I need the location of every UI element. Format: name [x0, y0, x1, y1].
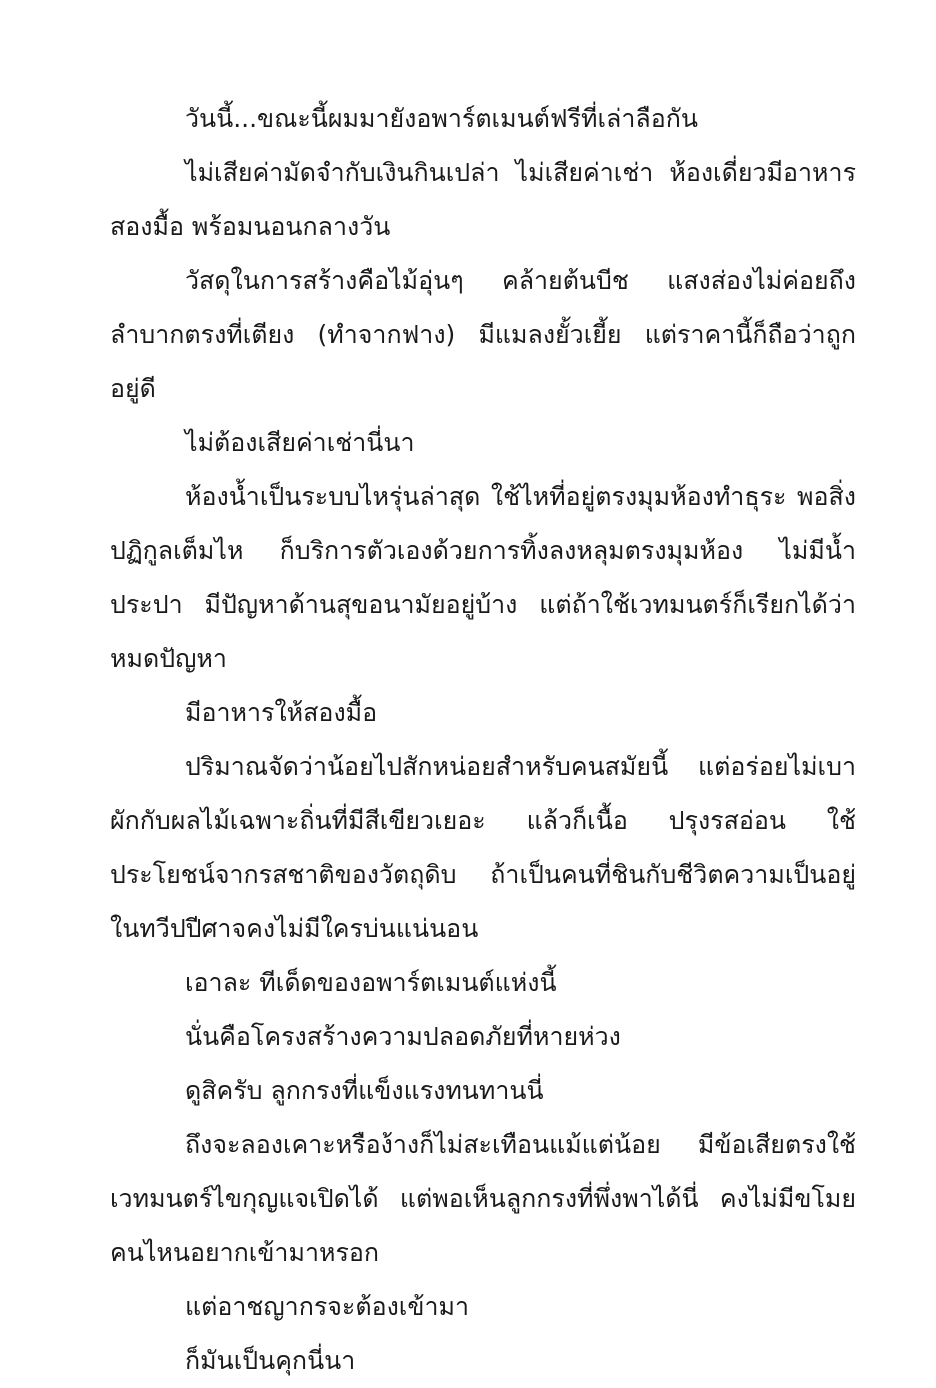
paragraph: ไม่ต้องเสียค่าเช่านี่นา — [185, 428, 415, 457]
paragraph: แต่อาชญากรจะต้องเข้ามา — [185, 1292, 469, 1321]
paragraph: นั่นคือโครงสร้างความปลอดภัยที่หายห่วง — [185, 1022, 621, 1051]
paragraph: ถึงจะลองเคาะหรือง้างก็ไม่สะเทือนแม้แต่น้อย มีข้อเสียตรงใช้เวทมนตร์ไขกุญแจเปิดได้ แต่พอเห็นลูกกรงที่พึ่งพาได้นี่ คงไม่มีขโมยคนไหนอยากเข้ามาหรอก — [110, 1130, 856, 1267]
paragraph: ดูสิครับ ลูกกรงที่แข็งแรงทนทานนี่ — [185, 1076, 544, 1105]
document-page — [110, 92, 856, 1388]
paragraph: วันนี้...ขณะนี้ผมมายังอพาร์ตเมนต์ฟรีที่เล่าลือกัน — [185, 104, 698, 133]
paragraph: ไม่เสียค่ามัดจำกับเงินกินเปล่า ไม่เสียค่าเช่า ห้องเดี่ยวมีอาหารสองมื้อ พร้อมนอนกลางวัน — [110, 158, 856, 241]
paragraph: ปริมาณจัดว่าน้อยไปสักหน่อยสำหรับคนสมัยนี้ แต่อร่อยไม่เบาผักกับผลไม้เฉพาะถิ่นที่มีสีเขียวเยอะ แล้วก็เนื้อ ปรุงรสอ่อน ใช้ประโยชน์จากรสชาติของวัตถุดิบ ถ้าเป็นคนที่ชินกับชีวิตความเป็นอยู่ในทวีปปีศาจคงไม่มีใครบ่นแน่นอน — [110, 752, 856, 943]
paragraph: ห้องน้ำเป็นระบบไหรุ่นล่าสุด ใช้ไหที่อยู่ตรงมุมห้องทำธุระ พอสิ่งปฏิกูลเต็มไห ก็บริการตัวเองด้วยการทิ้งลงหลุมตรงมุมห้อง ไม่มีน้ำประปา มีปัญหาด้านสุขอนามัยอยู่บ้าง แต่ถ้าใช้เวทมนตร์ก็เรียกได้ว่าหมดปัญหา — [110, 482, 856, 673]
paragraph: ก็มันเป็นคุกนี่นา — [185, 1346, 356, 1375]
paragraph: มีอาหารให้สองมื้อ — [185, 698, 378, 727]
paragraph: วัสดุในการสร้างคือไม้อุ่นๆ คล้ายต้นบีช แสงส่องไม่ค่อยถึง ลำบากตรงที่เตียง (ทำจากฟาง) มีแมลงยั้วเยี้ย แต่ราคานี้ก็ถือว่าถูกอยู่ดี — [110, 266, 856, 403]
paragraph: เอาละ ทีเด็ดของอพาร์ตเมนต์แห่งนี้ — [185, 968, 557, 997]
